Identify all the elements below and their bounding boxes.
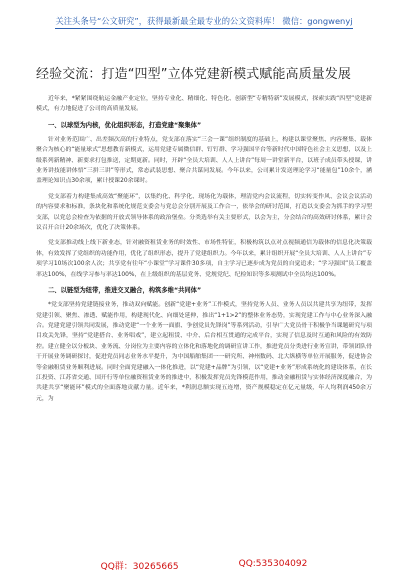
banner-link[interactable]: 关注头条号“公文研究”，获得最新最全最专业的公文资料库！ 微信：gongwenyj [55, 15, 352, 29]
section-heading-2: 二、以链型为纽带，推进交叉融合，构筑多维“共同体” [48, 287, 202, 295]
paragraph: *党支部坚持党建链接业务，推动双向赋能。创新“党建+业务”工作模式，坚持党务人员、业务人员以共建共享为纽带，发挥党建引领、聚焦、渗透、赋能作用，构建现代化、向细处延伸，推出“1+1>2”的整体业务态势，实现党建工作与中心业务深入融合。党建党建引领共同发展，推动党建“一个业务一面旗、争创党员先锋岗”等系列活动，引导广大党员骨干积极争当课题研究与项目攻关先锋，坚持“党建搭台、业务唱戏”，建立起租赁、中介、后台相互贯通的完成平台，实现了信息及时互通和风险的有效防控。建立健全以分板块、业务流、分岗位为主要内容的立体化和落地化的调研宣讲工作，推进党员分类进行业务宣讲，带领团队骨干开展业务调研探讨，促进党员同志业务水平提升，为中国船舶集团一一研究所、神州数码、北大纵横等单位开展服务，促进协会等金融租赁业务顺利进展。同时全面党建融入一体化推进，以“党建+品牌”为引领，以“党建+业务”形成系统化的建设体系，在长江投资、江苏省交通、国开行等单位融资租赁业务的推进中，积极发挥党员先锋模范作用，推动金融租赁与实体经济深度融合，为共建共享“聚能环”模式的全面落地贡献力量。近年来，*利润总额实现五连增，资产规模稳定在亿元量级，年人均利润450余万元，为 [36, 302, 372, 402]
top-banner [0, 0, 408, 44]
section-heading-1: 一、以球型为内核，优化组织形态，打造党建“聚集体” [48, 121, 202, 129]
paragraph: 党支部着力构建集成高效“聚能环”，以集约化、科学化、现场化为载体，理清党内会议流程，切实转变作风、会议会议活动的内容要求和标准，条块化和系统化规范支委会与党总会分别开展及工作合一，依举会的研讨范围，打造以支委会为抓手的学习型支部，以党总会检查为依据的开放式领导体系的政治堡垒。分类选举有关主要形式，以会为主，分会结合的高效研讨体系，累计会议召开合计20余场次，优化了决策体系。 [36, 193, 372, 232]
paragraph: 针对业务范围广、出差频次高的行业特点，党支部在落实“三会一课”组织制度的基础上，构建以课堂聚焦、内容聚集、载体聚合为核心的“能量球式”思想教育新模式，运用党建专属微信群、钉钉群、学习强国平台等新时代中国特色社会主义思想，以及上级系列新精神、新要求打包推送，定期更新。同时，开辟“全员大培训、人人上讲台”每周一讲堂新平台，以班子成员带头授课，讲业务讲技能讲体悟“三拼三讲”等形式，常态武装思想、聚合共谋同发展。今年以来，公司累计发送理论学习“能量包”10余个，涵盖理论知识点30余项，累计授课20余课时。 [36, 136, 372, 185]
footer-qq: QQ:535304092 [238, 559, 308, 569]
document-title: 经验交流：打造“四型”立体党建新模式赋能高质量发展 [36, 67, 351, 82]
footer-qq-group: QQ群：30265665 [100, 562, 179, 572]
paragraph: 党支部推动线上线下新业态，针对融资租赁业务的时效性、市场性特征，积极构筑以点对点视频通信为载体的信息化决策载体，有效发挥了党组织的功能作用，优化了组织形态，提升了党建组织力。今年以来，累计组织开展“全员大培训、人人上讲台”专项学习10场次100余人次；共享党有往年“小课堂”学习课件30多项，自主学习已逐步成为党员的自觉追求；“学习强国”员工覆盖率达100%，在线学习参与率达100%，在上级组织的基层党务、党规党纪、纪检知识等多项测试中全员均达100%。 [36, 240, 372, 278]
footer [0, 559, 408, 572]
intro-paragraph: 近年来，*紧紧围绕航运金融产业定位，坚持专业化、精细化、特色化、创新型“专精特新”发展模式，探索实践“四型”党建新模式，有力地促进了公司的高质量发展。 [36, 96, 372, 113]
document-body [36, 64, 372, 409]
